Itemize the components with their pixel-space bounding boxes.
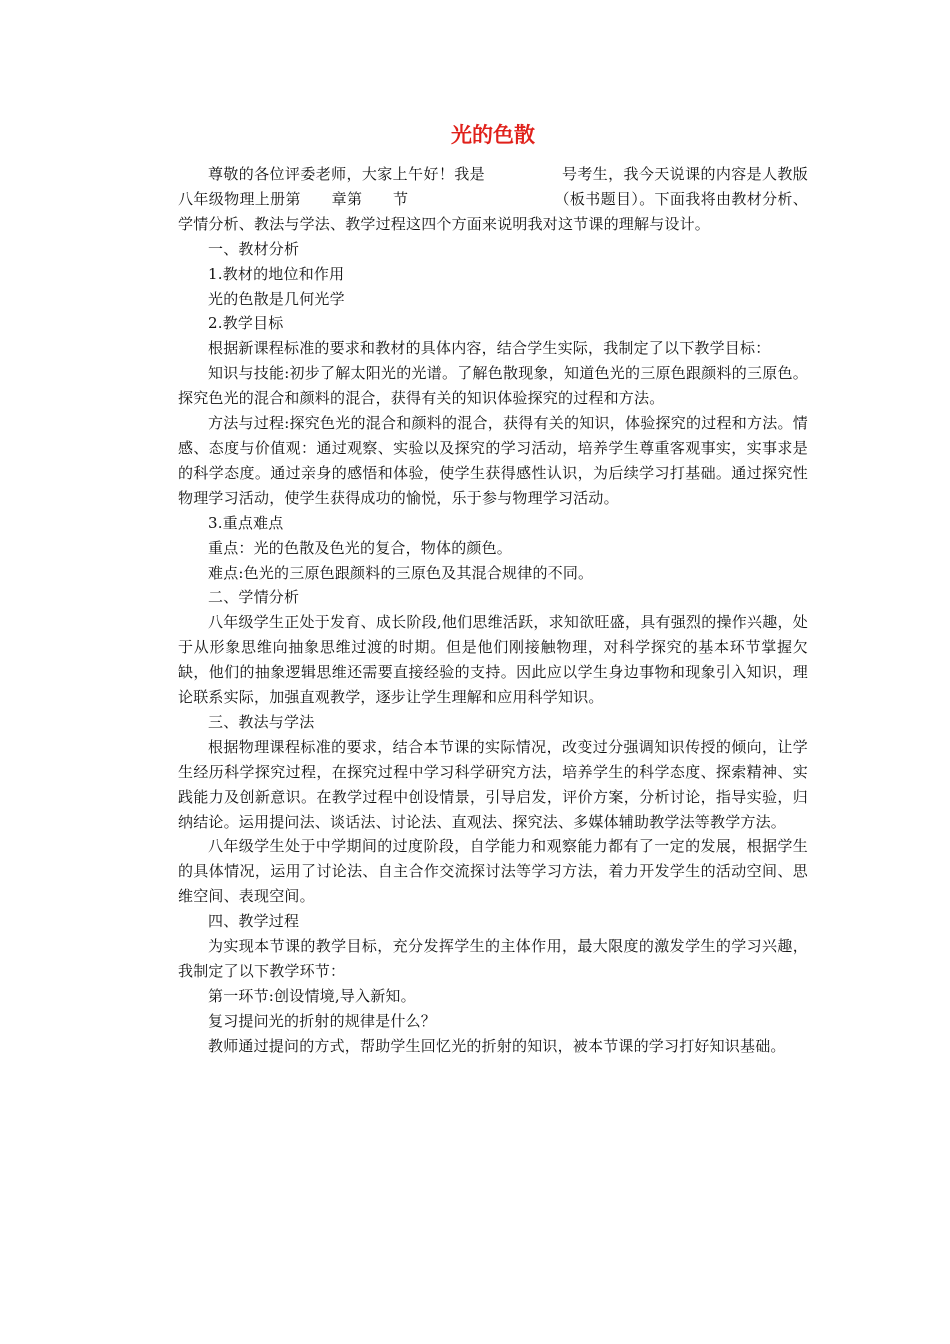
- paragraph-methods-process: 方法与过程:探究色光的混合和颜料的混合，获得有关的知识，体验探究的过程和方法。情感、态度与价值观：通过观察、实验以及探究的学习活动，培养学生尊重客观事实，实事求是的科学态度。通过亲身的感悟和体验，使学生获得感性认识，为后续学习打基础。通过探究性物理学习活动，使学生获得成功的愉悦，乐于参与物理学习活动。: [178, 414, 808, 507]
- paragraph-difficult-point: 难点:色光的三原色跟颜料的三原色及其混合规律的不同。: [208, 563, 594, 582]
- paragraph: 光的色散是几何光学: [208, 289, 345, 308]
- subheading-teaching-goals: 2.教学目标: [208, 314, 284, 333]
- paragraph: 根据物理课程标准的要求，结合本节课的实际情况，改变过分强调知识传授的倾向，让学生经历科学探究过程，在探究过程中学习科学研究方法，培养学生的科学态度、探索精神、实践能力及创新意识。在教学过程中创设情景，引导启发，评价方案，分析讨论，指导实验，归纳结论。运用提问法、谈话法、讨论法、直观法、探究法、多媒体辅助教学法等教学方法。: [178, 737, 808, 831]
- section-heading-student-analysis: 二、学情分析: [208, 588, 300, 607]
- paragraph: 八年级学生处于中学期间的过度阶段，自学能力和观察能力都有了一定的发展，根据学生的具体情况，运用了讨论法、自主合作交流探讨法等学习方法，着力开发学生的活动空间、思维空间、表现空间。: [178, 837, 808, 906]
- document-title: 光的色散: [451, 123, 535, 147]
- paragraph-step-one: 第一环节:创设情境,导入新知。: [208, 986, 416, 1005]
- document-page: [178, 120, 808, 1059]
- paragraph: 根据新课程标准的要求和教材的具体内容，结合学生实际，我制定了以下教学目标：: [208, 339, 771, 358]
- paragraph-key-point: 重点：光的色散及色光的复合，物体的颜色。: [208, 538, 513, 557]
- paragraph: 教师通过提问的方式，帮助学生回忆光的折射的知识，被本节课的学习打好知识基础。: [208, 1036, 786, 1055]
- paragraph-knowledge-skills: 知识与技能:初步了解太阳光的光谱。了解色散现象，知道色光的三原色跟颜料的三原色。探究色光的混合和颜料的混合，获得有关的知识体验探究的过程和方法。: [178, 364, 808, 408]
- section-heading-textbook-analysis: 一、教材分析: [208, 239, 300, 258]
- paragraph: 为实现本节课的教学目标，充分发挥学生的主体作用，最大限度的激发学生的学习兴趣，我制定了以下教学环节：: [178, 937, 808, 980]
- subheading-key-points: 3.重点难点: [208, 513, 284, 532]
- intro-paragraph: 尊敬的各位评委老师，大家上午好！我是 号考生，我今天说课的内容是人教版八年级物理上册第 章第 节 （板书题目）。下面我将由教材分析、学情分析、教法与学法、教学过程这四个方面来说明我对这节课的理解与设计。: [178, 165, 808, 233]
- paragraph: 复习提问光的折射的规律是什么？: [208, 1011, 437, 1030]
- section-heading-teaching-process: 四、教学过程: [208, 912, 300, 931]
- subheading-status-role: 1.教材的地位和作用: [208, 264, 345, 283]
- paragraph: 八年级学生正处于发育、成长阶段,他们思维活跃，求知欲旺盛，具有强烈的操作兴趣，处于从形象思维向抽象思维过渡的时期。但是他们刚接触物理，对科学探究的基本环节掌握欠缺，他们的抽象逻辑思维还需要直接经验的支持。因此应以学生身边事物和现象引入知识，理论联系实际，加强直观教学，逐步让学生理解和应用科学知识。: [178, 613, 808, 707]
- section-heading-teaching-methods: 三、教法与学法: [208, 712, 315, 731]
